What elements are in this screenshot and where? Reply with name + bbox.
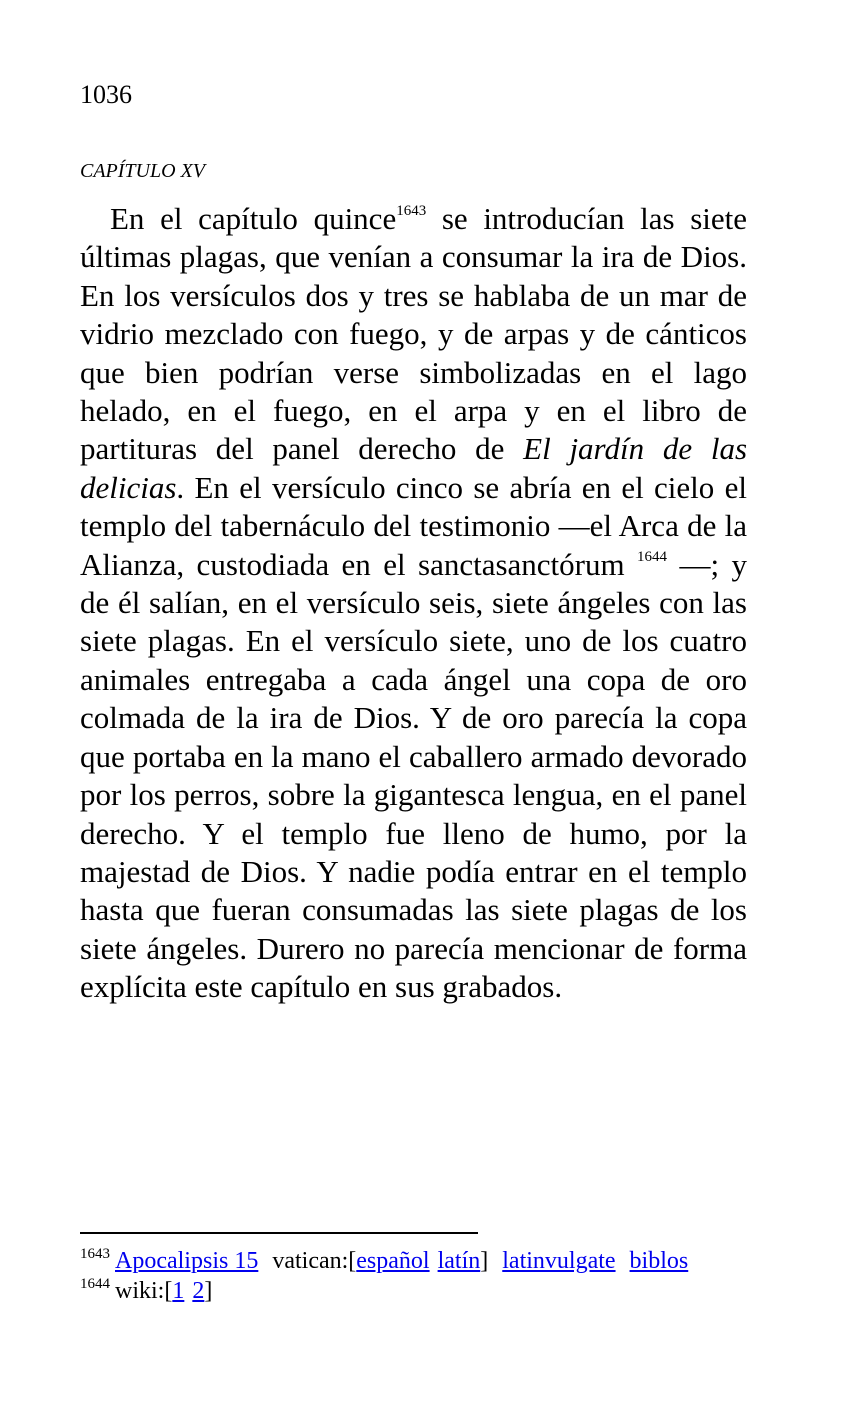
link-wiki-2[interactable]: 2 [192, 1278, 205, 1304]
artwork-title: El jardín de las delicias [80, 431, 748, 505]
vatican-prefix: vatican:[ [272, 1248, 357, 1274]
link-vatican-latin[interactable]: latín [437, 1248, 481, 1274]
footnotes [80, 1246, 780, 1306]
chapter-title: CAPÍTULO XV [80, 160, 205, 182]
wiki-suffix: ] [204, 1278, 213, 1304]
link-wiki-1[interactable]: 1 [172, 1278, 185, 1304]
footnote-number: 1643 [80, 1246, 110, 1262]
body-text-part: . En el versículo cinco se abría en el cielo el templo del tabernáculo del testimonio —el Arca de la Alianza, custodiada en el sanctasanctórum [80, 469, 747, 582]
page-number: 1036 [80, 80, 132, 109]
link-biblos[interactable]: biblos [629, 1248, 689, 1274]
link-vatican-espanol[interactable]: español [356, 1248, 430, 1274]
link-apocalipsis-15[interactable]: Apocalipsis 15 [115, 1248, 259, 1274]
link-latinvulgate[interactable]: latinvulgate [502, 1248, 616, 1274]
footnote-number: 1644 [80, 1276, 110, 1292]
footnote-ref-1643[interactable]: 1643 [396, 203, 427, 219]
footnote-1643 [80, 1246, 780, 1276]
body-text-part: —; y de él salían, en el versículo seis, siete ángeles con las siete plagas. En el versículo siete, uno de los cuatro animales entregaba a cada ángel una copa de oro colmada de la ira de Dios. Y de oro parecía la copa que portaba en la mano el caballero armado devorado por los perros, sobre la gigantesca lengua, en el panel derecho. Y el templo fue lleno de humo, por la majestad de Dios. Y nadie podía entrar en el templo hasta que fueran consumadas las siete plagas de los siete ángeles. Durero no parecía mencionar de forma explícita este capítulo en sus grabados. [80, 546, 747, 1005]
wiki-prefix: wiki:[ [115, 1278, 173, 1304]
footnote-1644 [80, 1276, 780, 1306]
body-text-part: En el capítulo quince [110, 201, 397, 236]
footnote-divider [80, 1232, 478, 1234]
vatican-suffix: ] [480, 1248, 489, 1274]
body-paragraph [80, 200, 747, 1007]
body-text-part: se introducían las siete últimas plagas, que venían a consumar la ira de Dios. En los versículos dos y tres se hablaba de un mar de vidrio mezclado con fuego, y de arpas y de cánticos que bien podrían verse simbolizadas en el lago helado, en el fuego, en el arpa y en el libro de partituras del panel derecho de [80, 201, 748, 467]
footnote-ref-1644[interactable]: 1644 [637, 548, 668, 565]
